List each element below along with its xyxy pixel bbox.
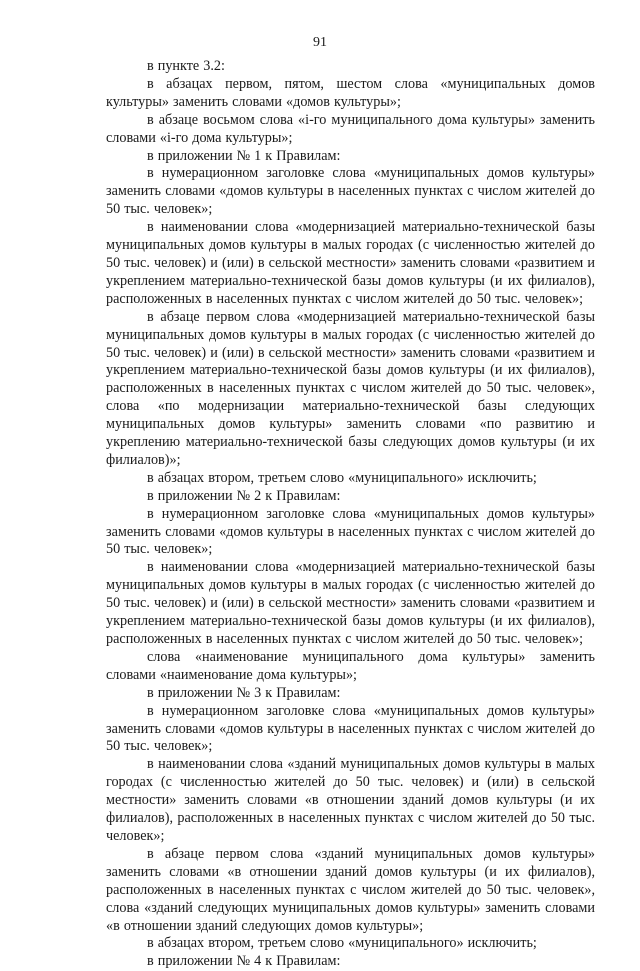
paragraph: в нумерационном заголовке слова «муниципальных домов культуры» заменить словами «домов культуры в населенных пунктах с числом жителей до 50 тыс. человек»; <box>106 702 595 755</box>
paragraph: в нумерационном заголовке слова «муниципальных домов культуры» заменить словами «домов культуры в населенных пунктах с числом жителей до 50 тыс. человек»; <box>106 505 595 558</box>
paragraph: в абзаце первом слова «зданий муниципальных домов культуры» заменить словами «в отношении зданий домов культуры (и их филиалов), расположенных в населенных пунктах с числом жителей до 50 тыс. человек», слова «зданий следующих муниципальных домов культуры» заменить словами «в отношении зданий следующих домов культуры»; <box>106 845 595 934</box>
paragraph: в приложении № 1 к Правилам: <box>147 147 341 164</box>
paragraph: в приложении № 3 к Правилам: <box>147 684 341 701</box>
paragraph: в наименовании слова «модернизацией материально-технической базы муниципальных домов культуры в малых городах (с численностью жителей до 50 тыс. человек) и (или) в сельской местности» заменить словами «развитием и укреплением материально-технической базы домов культуры (и их филиалов), расположенных в населенных пунктах с числом жителей до 50 тыс. человек»; <box>106 559 595 647</box>
paragraph: в нумерационном заголовке слова «муниципальных домов культуры» заменить словами «домов культуры в населенных пунктах с числом жителей до 50 тыс. человек»; <box>106 165 595 218</box>
paragraph: в абзацах втором, третьем слово «муниципального» исключить; <box>147 935 537 952</box>
paragraph: слова «наименование муниципального дома культуры» заменить словами «наименование дома культуры»; <box>106 648 595 683</box>
paragraph: в наименовании слова «зданий муниципальных домов культуры в малых городах (с численностью жителей до 50 тыс. человек) и (или) в сельской местности» заменить словами «в отношении зданий домов культуры (и их филиалов), расположенных в населенных пунктах с числом жителей до 50 тыс. человек»; <box>106 756 595 844</box>
paragraph: в абзаце первом слова «модернизацией материально-технической базы муниципальных домов культуры в малых городах (с численностью жителей до 50 тыс. человек) и (или) в сельской местности» заменить словами «развитием и укреплением материально-технической базы домов культуры (и их филиалов), расположенных в населенных пунктах с числом жителей до 50 тыс. человек», слова «по модернизации материально-технической базы следующих муниципальных домов культуры» заменить словами «по развитию и укреплению материально-технической базы следующих домов культуры (и их филиалов)»; <box>106 308 595 468</box>
paragraph: в абзаце восьмом слова «i-го муниципального дома культуры» заменить словами «i-го дома культуры»; <box>106 111 595 146</box>
document-body <box>106 58 595 971</box>
page-number: 91 <box>313 35 327 50</box>
paragraph: в наименовании слова «модернизацией материально-технической базы муниципальных домов культуры в малых городах (с численностью жителей до 50 тыс. человек) и (или) в сельской местности» заменить словами «развитием и укреплением материально-технической базы домов культуры (и их филиалов), расположенных в населенных пунктах с числом жителей до 50 тыс. человек»; <box>106 219 595 307</box>
paragraph: в приложении № 2 к Правилам: <box>147 487 341 504</box>
paragraph: в пункте 3.2: <box>147 58 225 74</box>
paragraph: в абзацах втором, третьем слово «муниципального» исключить; <box>147 469 537 486</box>
paragraph: в абзацах первом, пятом, шестом слова «муниципальных домов культуры» заменить словами «домов культуры»; <box>106 75 595 110</box>
paragraph: в приложении № 4 к Правилам: <box>147 953 341 970</box>
